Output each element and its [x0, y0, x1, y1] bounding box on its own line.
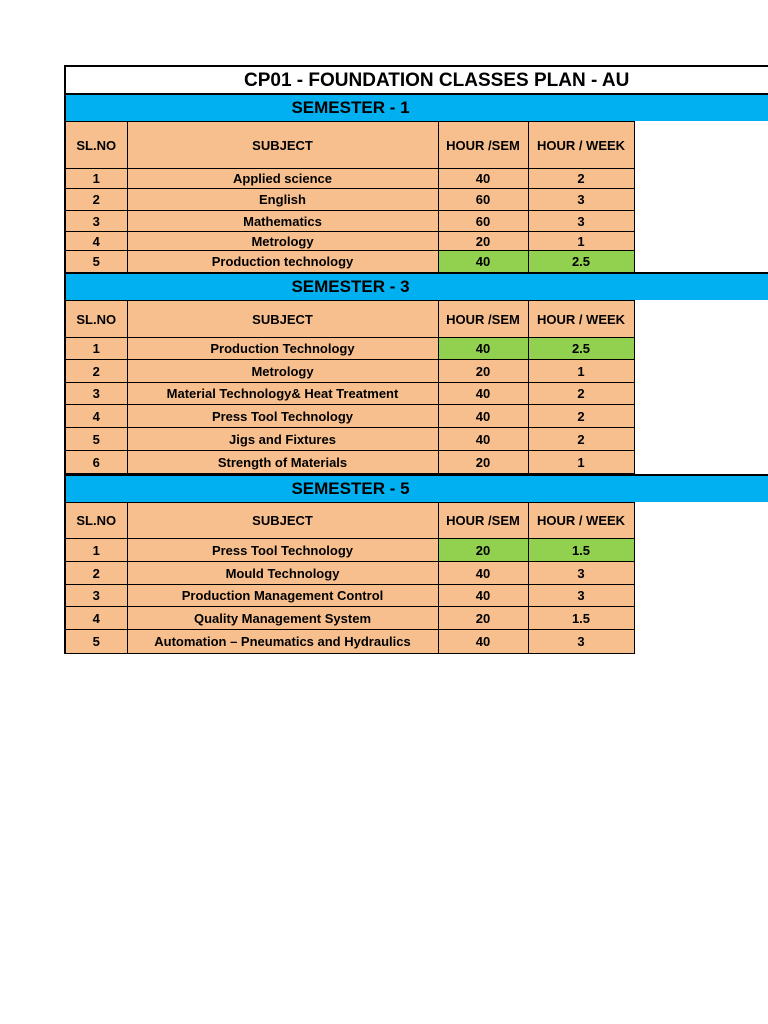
table-row [65, 169, 634, 189]
table-row [65, 630, 634, 654]
table-row [65, 360, 634, 383]
cell-hour-sem: 60 [438, 189, 528, 211]
cell-hour-week: 1 [528, 360, 634, 383]
semester-1-table [64, 121, 635, 273]
cell-slno: 4 [65, 405, 127, 428]
cell-slno: 2 [65, 189, 127, 211]
cell-subject: Metrology [127, 232, 438, 251]
table-row [65, 251, 634, 273]
cell-hour-sem: 40 [438, 562, 528, 585]
cell-hour-week: 2.5 [528, 338, 634, 360]
cell-slno: 3 [65, 585, 127, 607]
cell-slno: 1 [65, 338, 127, 360]
header-hour-sem: HOUR /SEM [438, 503, 528, 539]
cell-slno: 2 [65, 562, 127, 585]
cell-hour-week: 1.5 [528, 607, 634, 630]
cell-hour-sem: 40 [438, 405, 528, 428]
semester-label: SEMESTER - 5 [291, 479, 410, 498]
semester-5-table [64, 502, 635, 654]
cell-hour-week: 3 [528, 211, 634, 232]
header-slno: SL.NO [65, 301, 127, 338]
semester-3-header [64, 272, 768, 300]
header-hour-sem: HOUR /SEM [438, 301, 528, 338]
cell-hour-sem: 20 [438, 607, 528, 630]
cell-slno: 1 [65, 169, 127, 189]
header-slno: SL.NO [65, 122, 127, 169]
cell-subject: Jigs and Fixtures [127, 428, 438, 451]
cell-slno: 5 [65, 630, 127, 654]
cell-hour-sem: 40 [438, 383, 528, 405]
cell-subject: Applied science [127, 169, 438, 189]
cell-hour-sem: 40 [438, 169, 528, 189]
cell-hour-week: 3 [528, 562, 634, 585]
cell-hour-week: 2 [528, 169, 634, 189]
cell-hour-week: 3 [528, 585, 634, 607]
cell-hour-sem: 40 [438, 585, 528, 607]
cell-slno: 2 [65, 360, 127, 383]
header-subject: SUBJECT [127, 301, 438, 338]
semester-label: SEMESTER - 3 [291, 277, 410, 296]
table-row [65, 451, 634, 474]
cell-subject: Automation – Pneumatics and Hydraulics [127, 630, 438, 654]
cell-subject: Mould Technology [127, 562, 438, 585]
semester-3-table [64, 300, 635, 474]
header-subject: SUBJECT [127, 503, 438, 539]
cell-hour-week: 1.5 [528, 539, 634, 562]
cell-hour-sem: 20 [438, 451, 528, 474]
cell-slno: 1 [65, 539, 127, 562]
table-row [65, 607, 634, 630]
table-header-row [65, 122, 634, 169]
header-subject: SUBJECT [127, 122, 438, 169]
cell-subject: Press Tool Technology [127, 539, 438, 562]
cell-slno: 3 [65, 383, 127, 405]
cell-hour-week: 2 [528, 428, 634, 451]
semester-label: SEMESTER - 1 [291, 98, 410, 117]
table-row [65, 232, 634, 251]
cell-hour-week: 1 [528, 232, 634, 251]
cell-slno: 4 [65, 607, 127, 630]
cell-subject: Mathematics [127, 211, 438, 232]
cell-hour-week: 1 [528, 451, 634, 474]
table-header-row [65, 301, 634, 338]
cell-hour-sem: 20 [438, 360, 528, 383]
semester-1-header [64, 93, 768, 121]
cell-hour-sem: 40 [438, 338, 528, 360]
table-row [65, 585, 634, 607]
table-row [65, 405, 634, 428]
cell-hour-sem: 20 [438, 232, 528, 251]
cell-hour-sem: 40 [438, 630, 528, 654]
cell-subject: Metrology [127, 360, 438, 383]
cell-hour-sem: 40 [438, 428, 528, 451]
table-row [65, 383, 634, 405]
cell-slno: 3 [65, 211, 127, 232]
header-hour-sem: HOUR /SEM [438, 122, 528, 169]
cell-subject: Production technology [127, 251, 438, 273]
cell-hour-sem: 40 [438, 251, 528, 273]
cell-subject: Production Technology [127, 338, 438, 360]
cell-hour-week: 3 [528, 189, 634, 211]
cell-hour-week: 2 [528, 405, 634, 428]
semester-5-header [64, 474, 768, 502]
cell-hour-week: 2 [528, 383, 634, 405]
table-row [65, 562, 634, 585]
header-hour-week: HOUR / WEEK [528, 301, 634, 338]
cell-subject: English [127, 189, 438, 211]
header-hour-week: HOUR / WEEK [528, 503, 634, 539]
cell-slno: 6 [65, 451, 127, 474]
header-slno: SL.NO [65, 503, 127, 539]
table-header-row [65, 503, 634, 539]
table-row [65, 211, 634, 232]
cell-slno: 4 [65, 232, 127, 251]
cell-slno: 5 [65, 428, 127, 451]
cell-slno: 5 [65, 251, 127, 273]
table-row [65, 539, 634, 562]
table-row [65, 189, 634, 211]
cell-subject: Quality Management System [127, 607, 438, 630]
page-title: CP01 - FOUNDATION CLASSES PLAN - AU [64, 65, 768, 93]
table-row [65, 428, 634, 451]
cell-hour-week: 2.5 [528, 251, 634, 273]
cell-hour-week: 3 [528, 630, 634, 654]
cell-subject: Material Technology& Heat Treatment [127, 383, 438, 405]
cell-hour-sem: 60 [438, 211, 528, 232]
header-hour-week: HOUR / WEEK [528, 122, 634, 169]
cell-subject: Strength of Materials [127, 451, 438, 474]
table-row [65, 338, 634, 360]
cell-subject: Production Management Control [127, 585, 438, 607]
cell-subject: Press Tool Technology [127, 405, 438, 428]
cell-hour-sem: 20 [438, 539, 528, 562]
